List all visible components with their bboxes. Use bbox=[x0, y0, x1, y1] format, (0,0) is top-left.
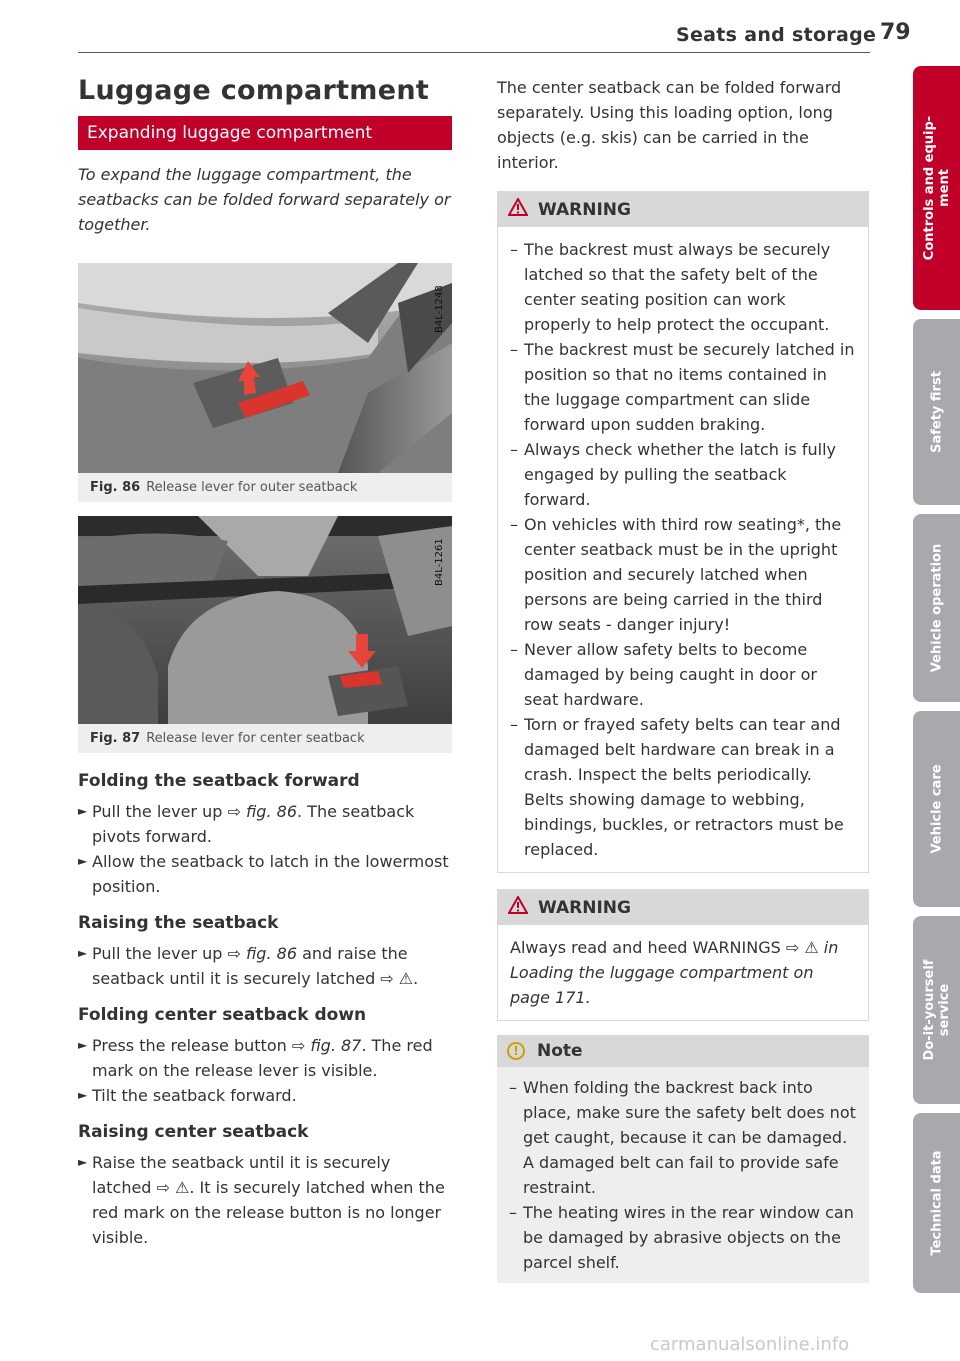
warning-triangle-icon bbox=[508, 198, 528, 221]
steps-folding-forward bbox=[78, 799, 452, 899]
warning-header-2 bbox=[498, 890, 868, 925]
running-header-title: Seats and storage bbox=[676, 24, 877, 46]
center-seatback-paragraph: The center seatback can be folded forward separately. Using this loading option, long objects (e.g. skis) can be carried in the interior. bbox=[497, 78, 842, 172]
watermark: carmanualsonline.info bbox=[650, 1334, 850, 1355]
warning-header-1 bbox=[498, 192, 868, 227]
tab-do-it-yourself-service[interactable]: Do-it-yourself service bbox=[913, 916, 960, 1104]
tab-vehicle-care[interactable]: Vehicle care bbox=[913, 711, 960, 907]
heading-folding-center: Folding center seatback down bbox=[78, 1005, 367, 1025]
cross-reference[interactable]: in Loading the luggage compartment on page 171. bbox=[510, 938, 839, 1007]
step-item: ► Tilt the seatback forward. bbox=[78, 1083, 452, 1108]
figure-87-label: Fig. 87 bbox=[90, 731, 141, 746]
heading-raising: Raising the seatback bbox=[78, 913, 279, 933]
bullet-icon: ► bbox=[78, 946, 88, 960]
figure-reference[interactable]: fig. 87 bbox=[310, 1036, 362, 1055]
tab-vehicle-operation[interactable]: Vehicle operation bbox=[913, 514, 960, 702]
figure-86-label: Fig. 86 bbox=[90, 480, 141, 495]
figure-86-caption-text: Release lever for outer seatback bbox=[146, 480, 358, 495]
bullet-icon: ► bbox=[78, 1088, 88, 1102]
bullet-icon: ► bbox=[78, 1155, 88, 1169]
figure-87-caption-text: Release lever for center seatback bbox=[146, 731, 365, 746]
left-column bbox=[78, 75, 452, 1250]
bullet-icon: ► bbox=[78, 854, 88, 868]
note-box bbox=[497, 1035, 869, 1283]
figure-86-image bbox=[78, 263, 452, 473]
warning-title: WARNING bbox=[538, 199, 631, 220]
warning-list bbox=[510, 237, 856, 862]
bullet-icon: ► bbox=[78, 804, 88, 818]
tab-technical-data[interactable]: Technical data bbox=[913, 1113, 960, 1293]
tab-safety-first[interactable]: Safety first bbox=[913, 319, 960, 505]
step-item: ► Pull the lever up ⇨ fig. 86 and raise the seatback until it is securely latched ⇨ ⚠. bbox=[78, 941, 452, 991]
heading-folding-forward: Folding the seatback forward bbox=[78, 771, 360, 791]
chapter-tabs bbox=[913, 66, 960, 1302]
warning-2-text: Always read and heed WARNINGS ⇨ ⚠ in Loading the luggage compartment on page 171. bbox=[510, 938, 839, 1007]
heading-raising-center: Raising center seatback bbox=[78, 1122, 309, 1142]
warning-title: WARNING bbox=[538, 897, 631, 918]
warning-box-1 bbox=[497, 191, 869, 873]
warning-item: – The backrest must always be securely latched so that the safety belt of the center seating position can work properly to help protect the occupant. bbox=[510, 240, 831, 334]
note-list bbox=[509, 1075, 857, 1275]
bullet-icon: ► bbox=[78, 1038, 88, 1052]
header-divider bbox=[78, 52, 870, 53]
warning-item: – The backrest must be securely latched in position so that no items contained in the luggage compartment can slide forward upon sudden braking. bbox=[510, 340, 855, 434]
right-column bbox=[497, 75, 869, 1283]
note-header bbox=[497, 1035, 869, 1067]
figure-87 bbox=[78, 516, 452, 753]
instructions bbox=[78, 771, 452, 1250]
warning-item: – Torn or frayed safety belts can tear and damaged belt hardware can break in a crash. Inspect the belts periodically. Belts showing damage to webbing, bindings, buckles, or retractors must be replaced. bbox=[510, 715, 844, 859]
figure-86-code: B4L-1248 bbox=[434, 285, 445, 333]
warning-item: – On vehicles with third row seating*, the center seatback must be in the upright position and securely latched when persons are being carried in the third row seats - danger injury! bbox=[510, 515, 842, 634]
steps-raising-center bbox=[78, 1150, 452, 1250]
page-number: 79 bbox=[880, 20, 911, 45]
tab-controls-and-equipment[interactable]: Controls and equip- ment bbox=[913, 66, 960, 310]
warning-item: – Never allow safety belts to become damaged by being caught in door or seat hardware. bbox=[510, 640, 817, 709]
figure-reference[interactable]: fig. 86 bbox=[245, 802, 297, 821]
figure-87-code: B4L-1261 bbox=[434, 538, 445, 586]
note-title: Note bbox=[537, 1041, 583, 1061]
note-info-icon: ! bbox=[507, 1042, 525, 1060]
note-item: – The heating wires in the rear window can be damaged by abrasive objects on the parcel shelf. bbox=[509, 1203, 854, 1272]
warning-triangle-icon bbox=[508, 896, 528, 919]
figure-87-caption bbox=[78, 724, 452, 753]
step-item: ► Press the release button ⇨ fig. 87. The red mark on the release lever is visible. bbox=[78, 1033, 452, 1083]
step-item: ► Allow the seatback to latch in the lowermost position. bbox=[78, 849, 452, 899]
figure-86 bbox=[78, 263, 452, 502]
step-item: ► Raise the seatback until it is securely latched ⇨ ⚠. It is securely latched when the red mark on the release button is no longer visible. bbox=[78, 1150, 452, 1250]
note-item: – When folding the backrest back into place, make sure the safety belt does not get caught, because it can be damaged. A damaged belt can fail to provide safe restraint. bbox=[509, 1078, 856, 1197]
intro-text: To expand the luggage compartment, the seatbacks can be folded forward separately or together. bbox=[78, 165, 451, 234]
section-title: Luggage compartment bbox=[78, 75, 430, 106]
figure-87-image bbox=[78, 516, 452, 724]
subsection-title: Expanding luggage compartment bbox=[78, 116, 452, 150]
steps-folding-center bbox=[78, 1033, 452, 1108]
warning-box-2 bbox=[497, 889, 869, 1021]
step-item: ► Pull the lever up ⇨ fig. 86. The seatback pivots forward. bbox=[78, 799, 452, 849]
steps-raising bbox=[78, 941, 452, 991]
figure-86-caption bbox=[78, 473, 452, 502]
figure-reference[interactable]: fig. 86 bbox=[245, 944, 297, 963]
warning-item: – Always check whether the latch is fully engaged by pulling the seatback forward. bbox=[510, 440, 836, 509]
